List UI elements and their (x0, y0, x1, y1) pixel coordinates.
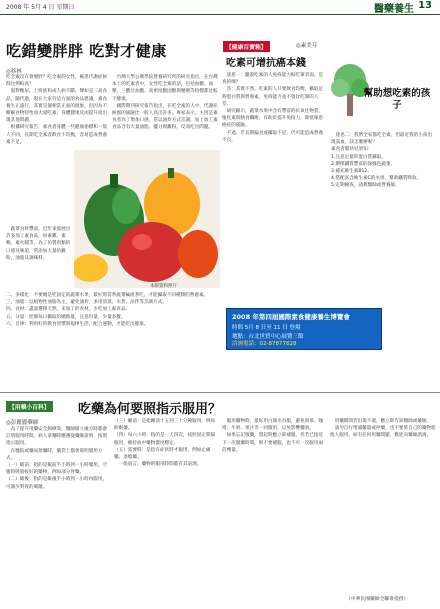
page-number: 13 (418, 0, 432, 11)
event-title: 2008 年第四屆國際素食健康養生博覽會 (232, 313, 350, 321)
section-name: 醫藥養生 (374, 4, 414, 15)
article3-source: （中華民國藥師全聯會提供） (346, 597, 409, 602)
column-label: 【健康百寶箱】 (223, 41, 270, 52)
article2-column-f: 迷思二：我們全家都吃全素，但最近我的小孩出現貧血，該怎麼辦呢？ 素食者嬰幼兒須知： 1.注意足量的蛋白質攝取。 2.選擇鐵質豐富的深綠色蔬菜。 3.補充維生素B12。 4.搭配富含維生素C的水果，幫助鐵質吸收。 5.定期檢查，請教醫師或營養師。 (331, 133, 433, 189)
vegetable-photo (74, 150, 220, 288)
article1-title: 吃錯變胖胖 吃對才健康 (6, 42, 167, 60)
article1-column-d: 二、多樣化：不要總是吃固定的蔬菜水果，最好將當季蔬菜輪流著吃，才能攝取不同種類的營養素。 三、油脂：以植物性油脂為主，避免油炸，多用清蒸、水煮、涼拌等烹調方式。 四、食材：盡量選擇天然、未加工的食材，少吃加工素食品。 五、分量：控制每日攝取的總熱量，注意份量，少量多餐。 六、自律：利用好的飲食習慣與規律生活，配合運動，才能吃出健康。 (6, 293, 209, 327)
article1-column-b: 台灣大學公衛學院營養研究所的研究指出，在台灣本土的吃素者中，女性吃全素的話，包括血糖、血壓、三酸甘油酯、高密度膽固醇與腰圍等指標都比較不健康。 國際期刊研究報告指出，在吃全素的人中，代謝症候群的風險比一般人高出許多。專家表示，主因是素食者為了增加口感，常以油炸方式烹調，加上加工素食品含有大量油脂、鹽分與澱粉，反而吃出問題。 (112, 75, 218, 131)
section-divider (0, 392, 440, 393)
article2-author: ◎素美芬 (296, 43, 318, 49)
article3-author: ◎彭麗麗藥師 (6, 420, 39, 426)
article3-column-g: 為了提升用藥安全與療效，醫師開立處方時都會註明服用時間，病人拿藥時應遵從藥師說明，按照指示服用。 在醫院或藥局領藥時，藥袋上都會寫明服用方式。 （一）飯前：指的是飯前半小時到一小時服用，空腹時吸收較好的藥物，例如部分胃藥。 （二）飯後：指的是飯後半小時到一小時內服用，可減少對胃的刺激。 (6, 427, 108, 490)
article1-byline: ◎蔡林 (6, 69, 22, 75)
article1-column-a: 吃全素沒有會變胖？吃全素的女性，罹患代謝症候群比例較高？ 面對糖尿、上班族和成人病不斷，聲如是三高食品，隨代過，現在大家有這方面的食品建議，素食養生正盛行，其實是個相當正面的現象，但因為不瞭解食物特性而大量吃素，身體健康反而提升而出現其他問題。 根據研究報告，素食者身體一些健康指標和一般人不同，長期吃全素者飲食不均衡，容易造成營養素不足。 (6, 75, 108, 145)
event-dates: 時間 5月 8 日至 11 日 登場 (232, 325, 301, 331)
column-label: 【用藥小百科】 (6, 401, 53, 412)
event-venue: 地點：台北世貿中心展覽三館 (232, 334, 304, 340)
article3-column-h: （三）睡前：是指睡前十五到三十分鐘服用，例如助眠藥。 （四）每六小時：指的是一天四次，按照固定間隔服用，維持血中藥物濃度穩定。 （五）需要時：是指有症狀時才服用，例如止痛藥、退燒藥。 一般而言，藥物的服用時間都有其道理。 (114, 419, 216, 468)
article1-column-c: 蔬菜食材豐富，近年來發展出許多加工素食品，如素雞、素鴨、素火腿等，為了仿製肉類的口感及味道，常添加大量的澱粉、油脂及調味料。 (6, 227, 71, 261)
article3-title: 吃藥為何要照指示服用？ (78, 402, 222, 417)
issue-date: 2008 年 5月 4 日 星期日 (6, 4, 75, 11)
article3-column-j: 用藥期間若出現不適，應立即告知醫師或藥師。 請勿自行增減藥量或停藥，也不要將自己的藥物給他人服用，如有任何用藥問題，歡迎向藥師諮詢。 (330, 419, 436, 439)
article2-title: 吃素可增抗癌本錢 (226, 58, 306, 69)
photo-caption: 本版資料照片 (150, 284, 177, 289)
event-phone: 洽詢電話：02-87877828 (232, 341, 297, 347)
article2-column-e: 迷思一：聽說吃素的人免疫能力較吃葷者弱，是真的嗎？ 答：其實不然。吃素的人只要飲食均衡，攝取足夠蛋白質與營養素，免疫能力並不會比吃葷的人差。 研究顯示，蔬菜水果中含有豐富的抗氧化物質、植化素與膳食纖維，有助於提升免疫力，降低罹患癌症的風險。 不過，若長期偏食或攝取不足，仍可能造成營養不良。 (222, 73, 324, 143)
article3-column-i: 服用藥物時，最好用白開水吞服，避免與茶、咖啡、牛奶、果汁等一同服用，以免影響藥效。 如果忘記服藥，想起時應立即補服，但若已接近下一次服藥時間，則不要補服，也不可一次服用兩倍劑量。 (222, 419, 324, 453)
sidebar-title: 幫助想吃素的孩子 (363, 88, 431, 111)
